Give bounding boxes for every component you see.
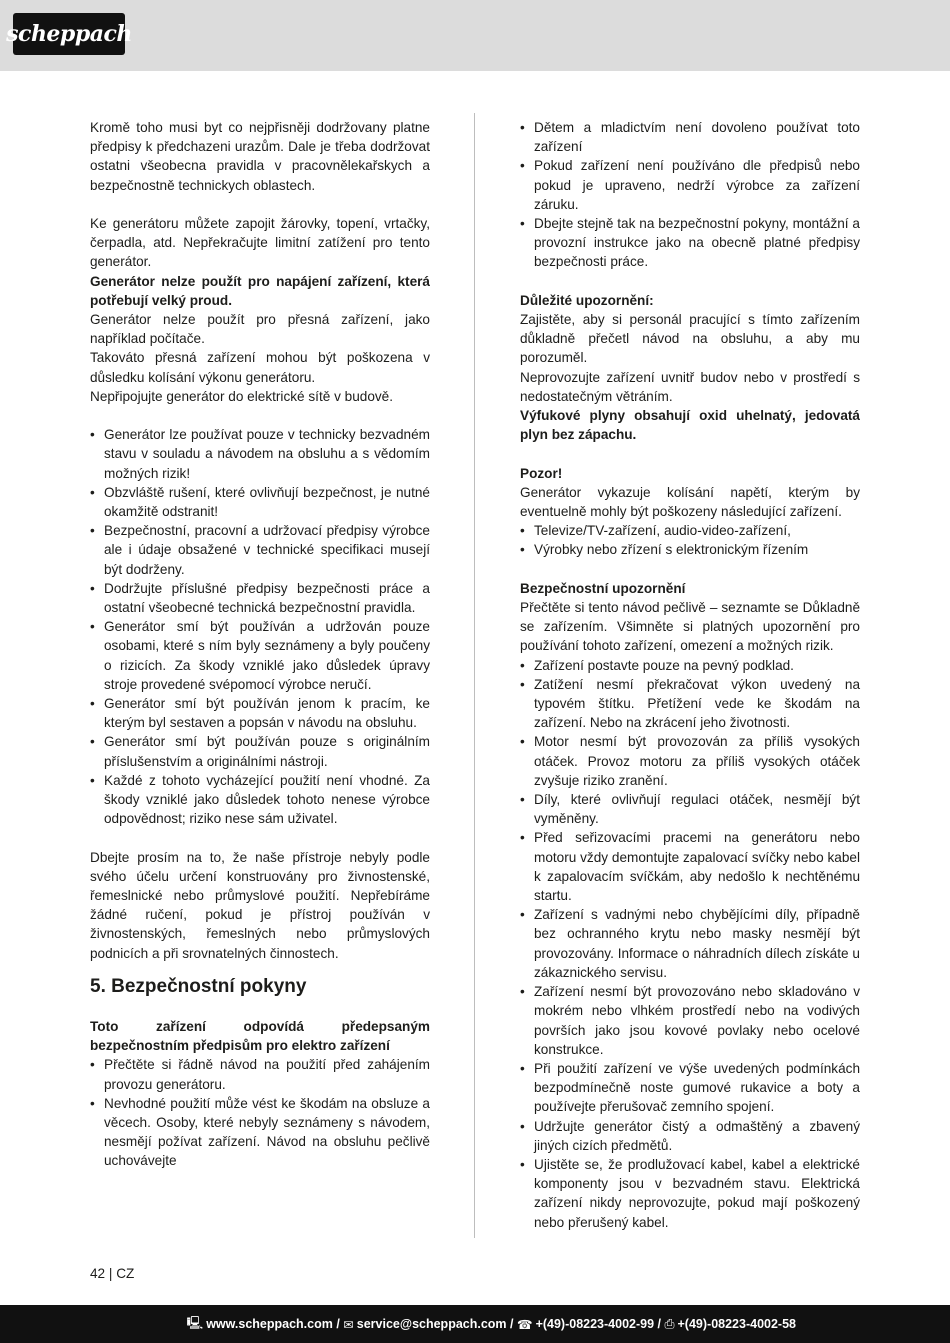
- caution-heading: Pozor!: [520, 465, 563, 481]
- footer-bar: [0, 1305, 950, 1343]
- footer-phone: +(49)-08223-4002-99 /: [535, 1317, 661, 1331]
- bullet-list: [520, 521, 860, 559]
- paragraph: Takováto přesná zařízení mohou být poškozena v důsledku kolísání výkonu generátoru.: [90, 350, 430, 385]
- paragraph: Neprovozujte zařízení uvnitř budov nebo v prostředí s nedostatečným větráním.: [520, 369, 860, 404]
- footer-email[interactable]: service@scheppach.com /: [356, 1317, 514, 1331]
- paragraph: Generátor nelze použít pro přesná zařízení, jako například počítače.: [90, 312, 430, 347]
- bullet-list: [520, 656, 860, 1232]
- bullet-list: [520, 118, 860, 272]
- right-column: [520, 118, 860, 1232]
- list-item: • Dbejte stejně tak na bezpečnostní pokyny, montážní a provozní instrukce jako na obecně platné předpisy bezpečnosti práce.: [520, 214, 860, 272]
- footer-fax: +(49)-08223-4002-58: [677, 1317, 796, 1331]
- bold-paragraph: Toto zařízení odpovídá předepsaným bezpečnostním předpisům pro elektro zařízení: [90, 1018, 430, 1054]
- header-band: [0, 0, 950, 71]
- bullet-list: [90, 1055, 430, 1170]
- list-item: • Generátor smí být používán pouze s originálním příslušenstvím a originálními nástroji.: [90, 732, 430, 770]
- paragraph: Zajistěte, aby si personál pracující s tímto zařízením důkladně přečetl návod na obsluhu, a aby mu porozuměl.: [520, 312, 860, 366]
- paragraph: Ke generátoru můžete zapojit žárovky, topení, vrtačky, čerpadla, atd. Nepřekračujte limitní zatížení pro tento generátor.: [90, 216, 430, 270]
- list-item: • Pokud zařízení není používáno dle předpisů nebo pokud je upraveno, nedrží výrobce za zařízení záruku.: [520, 156, 860, 214]
- list-item: • Před seřizovacími pracemi na generátoru nebo motoru vždy demontujte zapalovací svíčky nebo kabel k zapalovacím svíčkám, aby nedošlo k nechtěnému startu.: [520, 828, 860, 905]
- section-title: 5. Bezpečnostní pokyny: [90, 975, 307, 997]
- list-item: • Generátor smí být používán a udržován pouze osobami, které s ním byly seznámeny a byly poučeny o rizicích. Za škody vzniklé jako důsledek úpravy stroje provedené svépomocí výrobce neručí.: [90, 617, 430, 694]
- safety-heading: Bezpečnostní upozornění: [520, 580, 686, 596]
- paragraph: Generátor vykazuje kolísání napětí, kterým by eventuelně mohly být poškozeny následující zařízení.: [520, 484, 860, 520]
- paragraph: Kromě toho musi byt co nejpřisněji dodržovany platne předpisy k předchazeni urazům. Dale je třeba dodržovat ostatni všeobecna pravidla v pracovnělekařskych a bezpečnostně technickych oblastech.: [90, 120, 430, 193]
- footer-website[interactable]: www.scheppach.com /: [206, 1317, 340, 1331]
- list-item: • Zatížení nesmí překračovat výkon uvedený na typovém štítku. Přetížení vede ke škodám na zařízení. Nebo na zkrácení jeho životnosti.: [520, 675, 860, 733]
- page-number: 42 | CZ: [90, 1266, 135, 1281]
- phone-icon: ☎: [516, 1317, 533, 1332]
- list-item: • Zařízení postavte pouze na pevný podklad.: [520, 656, 860, 675]
- list-item: • Přečtěte si řádně návod na použití před zahájením provozu generátoru.: [90, 1055, 430, 1093]
- paragraph: Dbejte prosím na to, že naše přístroje nebyly podle svého účelu určení konstruovány pro živnostenské, řemeslnické nebo průmyslové použití. Nepřebíráme žádné ručení, pokud je přístroj používán v živnostenských, řemeslných nebo průmyslových podnicích a při srovnatelných činnostech.: [90, 849, 430, 961]
- list-item: • Ujistěte se, že prodlužovací kabel, kabel a elektrické komponenty jsou v bezvadném stavu. Elektrická zařízení nikdy neprovozujte, pokud mají poškozený nebo přerušený kabel.: [520, 1155, 860, 1232]
- bold-paragraph: Výfukové plyny obsahují oxid uhelnatý, jedovatá plyn bez zápachu.: [520, 408, 860, 443]
- list-item: • Obzvláště rušení, které ovlivňují bezpečnost, je nutné okamžitě odstranit!: [90, 483, 430, 521]
- list-item: • Nevhodné použití může vést ke škodám na obsluze a věcech. Osoby, které nebyly seznámeny s návodem, nesmějí požívat zařízení. Návod na obsluhu pečlivě uchovávejte: [90, 1094, 430, 1171]
- list-item: • Televize/TV-zařízení, audio-video-zařízení,: [520, 521, 860, 540]
- left-column: [90, 118, 430, 1171]
- paragraph: Přečtěte si tento návod pečlivě – seznamte se Důkladně se zařízením. Všimněte si platných upozornění pro používání tohoto zařízení, omezení a možných rizik.: [520, 600, 860, 654]
- list-item: • Generátor lze používat pouze v technicky bezvadném stavu v souladu a návodem na obsluhu a s vědomím možných rizik!: [90, 425, 430, 483]
- paragraph: Nepřipojujte generátor do elektrické sítě v budově.: [90, 388, 394, 404]
- list-item: • Udržujte generátor čistý a odmaštěný a zbavený jiných cizích předmětů.: [520, 1117, 860, 1155]
- list-item: • Dodržujte příslušné předpisy bezpečnosti práce a ostatní všeobecné technická bezpečnostní pravidla.: [90, 579, 430, 617]
- list-item: • Zařízení nesmí být provozováno nebo skladováno v mokrém nebo vlhkém prostředí nebo na vodivých površích jako jsou kovové povlaky nebo ocelové konstrukce.: [520, 982, 860, 1059]
- list-item: • Každé z tohoto vycházející použití není vhodné. Za škody vzniklé jako důsledek tohoto nenese výrobce odpovědnost; riziko nese sám uživatel.: [90, 771, 430, 829]
- column-divider: [474, 113, 475, 1238]
- list-item: • Dětem a mladictvím není dovoleno používat toto zařízení: [520, 118, 860, 156]
- bullet-list: [90, 425, 430, 828]
- logo-text: scheppach: [6, 21, 132, 47]
- important-heading: Důležité upozornění:: [520, 292, 654, 308]
- list-item: • Díly, které ovlivňují regulaci otáček, nesmějí být vyměněny.: [520, 790, 860, 828]
- scheppach-logo: [6, 13, 132, 55]
- computer-icon: 🖳: [186, 1315, 204, 1330]
- list-item: • Zařízení s vadnými nebo chybějícími díly, případně bez ochranného krytu nebo masky nesmějí být provozovány. Informace o náhradních dílech získáte u zákaznického servisu.: [520, 905, 860, 982]
- list-item: • Generátor smí být používán jenom k pracím, ke kterým byl sestaven a popsán v návodu na obsluhu.: [90, 694, 430, 732]
- mail-icon: ✉: [343, 1317, 354, 1332]
- list-item: • Výrobky nebo zřízení s elektronickým řízením: [520, 540, 860, 559]
- list-item: • Při použití zařízení ve výše uvedených podmínkách bezpodmínečně noste gumové rukavice a boty a používejte přerušovač zemního spojení.: [520, 1059, 860, 1117]
- list-item: • Motor nesmí být provozován za příliš vysokých otáček. Provoz motoru za příliš vysokých otáček zvyšuje riziko zranění.: [520, 732, 860, 790]
- fax-icon: ⎙: [664, 1316, 675, 1331]
- bold-paragraph: Generátor nelze použít pro napájení zařízení, která potřebují velký proud.: [90, 273, 430, 308]
- list-item: • Bezpečnostní, pracovní a udržovací předpisy výrobce ale i údaje obsažené v technické specifikaci musejí být dodrženy.: [90, 521, 430, 579]
